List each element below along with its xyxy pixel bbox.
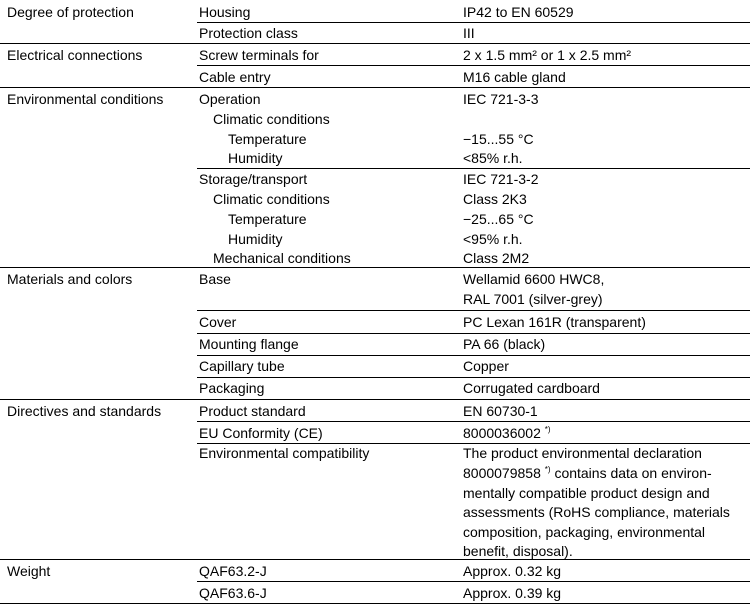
param-weight-qaf63-6: QAF63.6-J xyxy=(199,585,267,601)
table-bottom-rule xyxy=(0,603,750,604)
value-cable-entry: M16 cable gland xyxy=(463,69,566,85)
value-packaging: Corrugated cardboard xyxy=(463,380,600,396)
value-humidity: <85% r.h. xyxy=(463,150,523,166)
param-cover: Cover xyxy=(199,314,237,330)
value-screw-terminals: 2 x 1.5 mm² or 1 x 2.5 mm² xyxy=(463,47,632,63)
env-declaration-line1: The product environmental declaration xyxy=(463,445,702,461)
value-cover: PC Lexan 161R (transparent) xyxy=(463,314,646,330)
value-capillary-tube: Copper xyxy=(463,358,509,374)
value-eu-conformity xyxy=(463,424,551,442)
value-housing: IP42 to EN 60529 xyxy=(463,4,574,20)
param-screw-terminals: Screw terminals for xyxy=(199,47,319,63)
param-eu-conformity: EU Conformity (CE) xyxy=(199,425,323,441)
param-climatic-conditions: Climatic conditions xyxy=(213,111,330,127)
footnote-marker: *) xyxy=(544,425,551,434)
row-divider xyxy=(197,22,750,23)
value-storage-transport: IEC 721-3-2 xyxy=(463,171,539,187)
row-divider xyxy=(197,65,750,66)
row-divider xyxy=(197,310,750,311)
value-product-standard: EN 60730-1 xyxy=(463,403,538,419)
env-declaration-number: 8000079858 xyxy=(463,465,541,481)
param-humidity: Humidity xyxy=(228,231,283,247)
section-label-weight: Weight xyxy=(7,563,51,579)
row-divider xyxy=(197,377,750,378)
value-mechanical-conditions: Class 2M2 xyxy=(463,250,530,266)
param-mechanical-conditions: Mechanical conditions xyxy=(213,250,351,266)
value-protection-class: III xyxy=(463,25,475,41)
env-declaration-line5: composition, packaging, environmental xyxy=(463,524,706,540)
param-operation: Operation xyxy=(199,91,261,107)
section-label-materials: Materials and colors xyxy=(7,271,133,287)
row-divider xyxy=(197,421,750,422)
section-label-electrical: Electrical connections xyxy=(7,47,143,63)
section-divider xyxy=(0,87,750,88)
env-declaration-line3: mentally compatible product design and xyxy=(463,485,710,501)
value-humidity: <95% r.h. xyxy=(463,231,523,247)
section-divider xyxy=(0,399,750,400)
param-capillary-tube: Capillary tube xyxy=(199,358,285,374)
value-temperature: −15...55 °C xyxy=(463,131,534,147)
param-base: Base xyxy=(199,271,231,287)
value-temperature: −25...65 °C xyxy=(463,211,534,227)
value-weight-qaf63-6: Approx. 0.39 kg xyxy=(463,585,562,601)
param-humidity: Humidity xyxy=(228,150,283,166)
param-housing: Housing xyxy=(199,4,251,20)
row-divider xyxy=(197,581,750,582)
footnote-marker: *) xyxy=(544,465,551,474)
section-divider xyxy=(0,267,750,268)
value-base-line1: Wellamid 6600 HWC8, xyxy=(463,271,605,287)
env-declaration-line4: assessments (RoHS compliance, materials xyxy=(463,504,730,520)
eu-conformity-number: 8000036002 xyxy=(463,425,541,441)
value-mounting-flange: PA 66 (black) xyxy=(463,336,546,352)
row-divider xyxy=(197,355,750,356)
value-base-line2: RAL 7001 (silver-grey) xyxy=(463,291,603,307)
section-divider xyxy=(0,43,750,44)
param-product-standard: Product standard xyxy=(199,403,306,419)
value-operation: IEC 721-3-3 xyxy=(463,91,539,107)
param-weight-qaf63-2: QAF63.2-J xyxy=(199,563,267,579)
section-label-protection: Degree of protection xyxy=(7,4,134,20)
param-climatic-conditions: Climatic conditions xyxy=(213,191,330,207)
param-storage-transport: Storage/transport xyxy=(199,171,308,187)
section-divider xyxy=(0,559,750,560)
section-label-directives: Directives and standards xyxy=(7,403,162,419)
row-divider xyxy=(197,333,750,334)
param-protection-class: Protection class xyxy=(199,25,298,41)
row-divider xyxy=(197,168,750,169)
value-climatic-conditions: Class 2K3 xyxy=(463,191,527,207)
env-declaration-line2 xyxy=(463,464,712,482)
param-temperature: Temperature xyxy=(228,131,307,147)
param-mounting-flange: Mounting flange xyxy=(199,336,299,352)
env-declaration-line2-text: contains data on environ- xyxy=(554,465,712,481)
env-declaration-line6: benefit, disposal). xyxy=(463,543,573,559)
param-packaging: Packaging xyxy=(199,380,265,396)
param-temperature: Temperature xyxy=(228,211,307,227)
value-weight-qaf63-2: Approx. 0.32 kg xyxy=(463,563,562,579)
param-cable-entry: Cable entry xyxy=(199,69,271,85)
section-label-environmental: Environmental conditions xyxy=(7,91,164,107)
param-environmental-compatibility: Environmental compatibility xyxy=(199,445,370,461)
